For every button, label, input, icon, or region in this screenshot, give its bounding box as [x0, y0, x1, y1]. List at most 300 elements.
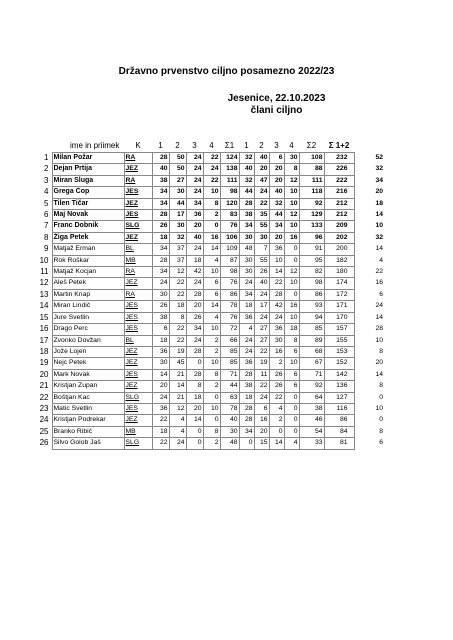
round1-cell: 2	[203, 381, 220, 392]
table-row	[38, 164, 384, 175]
name-cell: Matjaž Kocjan	[52, 267, 124, 278]
round1-cell: 38	[152, 312, 169, 323]
round2-cell: 6	[284, 381, 299, 392]
name-cell: Matjaž Erman	[52, 244, 124, 255]
sum1-cell: 85	[220, 358, 239, 369]
name-cell: Martin Knap	[52, 289, 124, 300]
round1-cell: 24	[186, 335, 203, 346]
extra-cell: 34	[375, 176, 383, 184]
sum2-cell: 118	[299, 187, 324, 198]
round2-cell: 16	[284, 301, 299, 312]
col-sum1: Σ1	[224, 141, 235, 150]
total-cell: 116	[324, 403, 354, 414]
table-row	[38, 369, 384, 380]
table-row	[38, 381, 384, 392]
club-cell: JEZ	[124, 381, 152, 392]
col-a4: 4	[209, 141, 214, 150]
sum2-cell: 89	[299, 335, 324, 346]
round1-cell: 37	[169, 244, 186, 255]
round1-cell: 24	[186, 164, 203, 175]
total-cell: 226	[324, 164, 354, 175]
sum1-cell: 30	[220, 426, 239, 437]
extra-cell: 10	[375, 404, 383, 412]
round1-cell: 45	[169, 358, 186, 369]
round2-cell: 40	[254, 153, 269, 164]
table-row	[38, 153, 384, 164]
table-row	[38, 221, 384, 232]
sum2-cell: 85	[299, 324, 324, 335]
round2-cell: 17	[254, 301, 269, 312]
round1-cell: 0	[203, 221, 220, 232]
round2-cell: 34	[269, 221, 284, 232]
name-cell: Mark Novak	[52, 369, 124, 380]
round2-cell: 24	[239, 346, 254, 357]
rank-cell: 5	[44, 198, 49, 208]
round1-cell: 50	[169, 153, 186, 164]
club-cell: MB	[124, 255, 152, 266]
sum1-cell: 98	[220, 267, 239, 278]
extra-cell: 8	[379, 427, 383, 435]
extra-cell: 10	[375, 222, 383, 230]
round1-cell: 18	[152, 232, 169, 243]
round2-cell: 40	[269, 187, 284, 198]
round1-cell: 10	[203, 267, 220, 278]
extra-cell: 18	[375, 199, 383, 207]
round2-cell: 6	[269, 153, 284, 164]
round1-cell: 34	[186, 324, 203, 335]
round1-cell: 24	[152, 278, 169, 289]
extra-cell: 52	[375, 154, 383, 161]
round1-cell: 34	[152, 187, 169, 198]
round1-cell: 2	[203, 346, 220, 357]
round1-cell: 12	[169, 267, 186, 278]
table-row	[38, 346, 384, 357]
total-cell: 222	[324, 175, 354, 186]
round2-cell: 36	[269, 324, 284, 335]
sum1-cell: 72	[220, 324, 239, 335]
round2-cell: 22	[269, 278, 284, 289]
name-cell: Zvonko Dovžan	[52, 335, 124, 346]
name-cell: Branko Ribič	[52, 426, 124, 437]
round2-cell: 0	[284, 289, 299, 300]
sum1-cell: 106	[220, 232, 239, 243]
table-row	[38, 335, 384, 346]
extra-cell: 14	[375, 245, 383, 253]
round1-cell: 6	[203, 289, 220, 300]
rank-cell: 21	[39, 381, 49, 391]
round2-cell: 0	[284, 255, 299, 266]
club-cell: BL	[124, 335, 152, 346]
sum1-cell: 87	[220, 255, 239, 266]
club-cell: SLG	[124, 221, 152, 232]
col-a1: 1	[158, 141, 163, 150]
round2-cell: 44	[239, 187, 254, 198]
total-cell: 81	[324, 438, 354, 449]
round1-cell: 16	[203, 232, 220, 243]
round2-cell: 14	[269, 438, 284, 449]
round1-cell: 24	[186, 175, 203, 186]
name-cell: Milan Požar	[52, 153, 124, 164]
rank-cell: 24	[39, 415, 49, 425]
rank-cell: 16	[39, 324, 49, 334]
round2-cell: 24	[254, 312, 269, 323]
round2-cell: 26	[269, 369, 284, 380]
rank-cell: 11	[40, 267, 49, 277]
round2-cell: 30	[284, 153, 299, 164]
sum2-cell: 92	[299, 381, 324, 392]
round2-cell: 20	[254, 164, 269, 175]
sum1-cell: 71	[220, 369, 239, 380]
round2-cell: 28	[239, 415, 254, 426]
sum2-cell: 98	[299, 278, 324, 289]
name-cell: Miran Sluga	[52, 175, 124, 186]
round2-cell: 38	[239, 210, 254, 221]
club-cell: JES	[124, 369, 152, 380]
round1-cell: 8	[186, 381, 203, 392]
round2-cell: 22	[254, 381, 269, 392]
club-cell: JES	[124, 187, 152, 198]
round2-cell: 14	[269, 267, 284, 278]
round2-cell: 2	[269, 415, 284, 426]
club-cell: JEZ	[124, 358, 152, 369]
sum2-cell: 129	[299, 210, 324, 221]
club-cell: JES	[124, 324, 152, 335]
round2-cell: 16	[284, 232, 299, 243]
total-cell: 200	[324, 244, 354, 255]
extra-cell: 0	[379, 393, 383, 401]
name-cell: Grega Čop	[52, 187, 124, 198]
round1-cell: 6	[203, 278, 220, 289]
total-cell: 157	[324, 324, 354, 335]
round1-cell: 19	[169, 346, 186, 357]
round2-cell: 34	[239, 221, 254, 232]
sum2-cell: 133	[299, 221, 324, 232]
round2-cell: 19	[254, 358, 269, 369]
sum2-cell: 92	[299, 198, 324, 209]
round2-cell: 55	[254, 221, 269, 232]
col-a3: 3	[192, 141, 197, 150]
sum2-cell: 64	[299, 392, 324, 403]
name-cell: Boštjan Kac	[52, 392, 124, 403]
round1-cell: 4	[169, 415, 186, 426]
round1-cell: 34	[152, 244, 169, 255]
round1-cell: 0	[203, 392, 220, 403]
round1-cell: 22	[203, 153, 220, 164]
round1-cell: 18	[186, 392, 203, 403]
round1-cell: 18	[152, 335, 169, 346]
round2-cell: 38	[239, 381, 254, 392]
round1-cell: 26	[186, 312, 203, 323]
round1-cell: 24	[169, 438, 186, 449]
round2-cell: 8	[284, 164, 299, 175]
sum2-cell: 68	[299, 346, 324, 357]
extra-cell: 6	[379, 290, 383, 298]
round2-cell: 27	[254, 324, 269, 335]
col-total: Σ 1+2	[328, 141, 350, 150]
round1-cell: 38	[152, 175, 169, 186]
round1-cell: 36	[152, 403, 169, 414]
round2-cell: 12	[284, 175, 299, 186]
rank-cell: 10	[39, 255, 49, 265]
round2-cell: 36	[239, 312, 254, 323]
round2-cell: 28	[239, 403, 254, 414]
table-row	[38, 426, 384, 437]
round2-cell: 10	[284, 358, 299, 369]
round2-cell: 22	[254, 198, 269, 209]
round1-cell: 2	[203, 335, 220, 346]
extra-cell: 16	[375, 279, 383, 287]
round2-cell: 24	[254, 289, 269, 300]
sum2-cell: 91	[299, 244, 324, 255]
table-row	[38, 210, 384, 221]
round1-cell: 26	[152, 221, 169, 232]
round1-cell: 30	[169, 187, 186, 198]
club-cell: JEZ	[124, 278, 152, 289]
name-cell: Nejc Petek	[52, 358, 124, 369]
extra-cell: 8	[379, 382, 383, 390]
round2-cell: 55	[254, 255, 269, 266]
round2-cell: 36	[239, 358, 254, 369]
round2-cell: 0	[284, 403, 299, 414]
table-row	[38, 267, 384, 278]
club-cell: RA	[124, 175, 152, 186]
name-cell: Franc Dobnik	[52, 221, 124, 232]
col-b4: 4	[289, 141, 294, 150]
table-row	[38, 403, 384, 414]
round1-cell: 20	[186, 403, 203, 414]
sum1-cell: 111	[220, 175, 239, 186]
round2-cell: 10	[284, 187, 299, 198]
rank-cell: 17	[39, 335, 49, 345]
sum1-cell: 138	[220, 164, 239, 175]
round1-cell: 20	[186, 301, 203, 312]
round2-cell: 32	[239, 153, 254, 164]
rank-cell: 6	[44, 210, 49, 220]
round1-cell: 14	[152, 369, 169, 380]
total-cell: 152	[324, 358, 354, 369]
round1-cell: 36	[186, 210, 203, 221]
round1-cell: 12	[169, 403, 186, 414]
round2-cell: 34	[239, 426, 254, 437]
sum2-cell: 96	[299, 232, 324, 243]
round2-cell: 27	[254, 335, 269, 346]
header-row	[38, 140, 384, 153]
round1-cell: 30	[152, 358, 169, 369]
extra-cell: 32	[375, 233, 383, 241]
table-row	[38, 392, 384, 403]
club-cell: JES	[124, 210, 152, 221]
name-cell: Kristjan Zupan	[52, 381, 124, 392]
round1-cell: 8	[203, 369, 220, 380]
round1-cell: 37	[169, 255, 186, 266]
sum1-cell: 48	[220, 438, 239, 449]
round2-cell: 24	[239, 335, 254, 346]
name-cell: Miran Lindič	[52, 301, 124, 312]
round1-cell: 10	[203, 324, 220, 335]
extra-cell: 24	[375, 302, 383, 310]
round2-cell: 36	[269, 244, 284, 255]
round1-cell: 32	[169, 232, 186, 243]
club-cell: SLG	[124, 392, 152, 403]
extra-cell: 28	[375, 325, 383, 333]
results-table	[38, 140, 384, 450]
total-cell: 232	[324, 153, 354, 164]
club-cell: JEZ	[124, 198, 152, 209]
round2-cell: 48	[239, 244, 254, 255]
round2-cell: 0	[284, 244, 299, 255]
col-a2: 2	[175, 141, 180, 150]
table-row	[38, 198, 384, 209]
club-cell: JEZ	[124, 164, 152, 175]
sum2-cell: 71	[299, 369, 324, 380]
round1-cell: 28	[152, 255, 169, 266]
round2-cell: 40	[239, 164, 254, 175]
round1-cell: 50	[169, 164, 186, 175]
round2-cell: 20	[269, 232, 284, 243]
club-cell: JES	[124, 301, 152, 312]
club-cell: RA	[124, 289, 152, 300]
round1-cell: 28	[152, 153, 169, 164]
table-row	[38, 358, 384, 369]
total-cell: 212	[324, 198, 354, 209]
col-name: ime in priimek	[70, 141, 120, 150]
round2-cell: 16	[269, 346, 284, 357]
round1-cell: 20	[152, 381, 169, 392]
sum1-cell: 109	[220, 244, 239, 255]
round1-cell: 22	[169, 278, 186, 289]
round1-cell: 21	[169, 369, 186, 380]
round1-cell: 21	[169, 392, 186, 403]
extra-cell: 10	[375, 336, 383, 344]
rank-cell: 25	[39, 426, 49, 436]
rank-cell: 2	[44, 164, 49, 174]
round2-cell: 30	[239, 232, 254, 243]
round2-cell: 16	[254, 415, 269, 426]
round1-cell: 4	[169, 426, 186, 437]
total-cell: 172	[324, 289, 354, 300]
extra-cell: 14	[375, 211, 383, 219]
rank-cell: 4	[44, 187, 49, 197]
total-cell: 209	[324, 221, 354, 232]
extra-cell: 0	[379, 416, 383, 424]
sum2-cell: 82	[299, 267, 324, 278]
document-title: Državno prvenstvo ciljno posamezno 2022/23	[118, 66, 335, 77]
sum1-cell: 76	[220, 278, 239, 289]
round2-cell: 0	[284, 392, 299, 403]
round2-cell: 15	[254, 438, 269, 449]
round1-cell: 34	[152, 198, 169, 209]
sum2-cell: 95	[299, 255, 324, 266]
sum1-cell: 78	[220, 403, 239, 414]
round2-cell: 4	[284, 438, 299, 449]
extra-cell: 20	[375, 188, 383, 196]
round1-cell: 28	[186, 346, 203, 357]
round1-cell: 17	[169, 210, 186, 221]
round1-cell: 14	[203, 244, 220, 255]
round1-cell: 4	[203, 255, 220, 266]
total-cell: 212	[324, 210, 354, 221]
club-cell: RA	[124, 267, 152, 278]
round1-cell: 0	[186, 438, 203, 449]
sum2-cell: 111	[299, 175, 324, 186]
round1-cell: 14	[169, 381, 186, 392]
rank-cell: 20	[39, 369, 49, 379]
round2-cell: 6	[284, 346, 299, 357]
round1-cell: 10	[203, 358, 220, 369]
round1-cell: 0	[186, 426, 203, 437]
round1-cell: 22	[152, 438, 169, 449]
round2-cell: 24	[254, 392, 269, 403]
sum2-cell: 108	[299, 153, 324, 164]
sum2-cell: 93	[299, 301, 324, 312]
rank-cell: 26	[39, 438, 49, 448]
round1-cell: 22	[152, 415, 169, 426]
round1-cell: 8	[203, 426, 220, 437]
total-cell: 171	[324, 301, 354, 312]
round1-cell: 0	[186, 358, 203, 369]
extra-cell: 6	[379, 439, 383, 447]
name-cell: Žiga Petek	[52, 232, 124, 243]
round1-cell: 4	[203, 312, 220, 323]
total-cell: 216	[324, 187, 354, 198]
round1-cell: 22	[169, 289, 186, 300]
rank-cell: 8	[44, 232, 49, 242]
sum1-cell: 86	[220, 289, 239, 300]
round1-cell: 20	[186, 221, 203, 232]
sum2-cell: 33	[299, 438, 324, 449]
round2-cell: 18	[239, 301, 254, 312]
rank-cell: 19	[39, 358, 49, 368]
round2-cell: 10	[284, 198, 299, 209]
name-cell: Kristjan Podrekar	[52, 415, 124, 426]
name-cell: Drago Perc	[52, 324, 124, 335]
round2-cell: 30	[254, 232, 269, 243]
round1-cell: 22	[203, 175, 220, 186]
rank-cell: 22	[39, 392, 49, 402]
total-cell: 174	[324, 278, 354, 289]
total-cell: 142	[324, 369, 354, 380]
round1-cell: 14	[186, 415, 203, 426]
table-row	[38, 301, 384, 312]
club-cell: BL	[124, 244, 152, 255]
round1-cell: 40	[152, 164, 169, 175]
rank-cell: 14	[39, 301, 49, 311]
place-date: Jesenice, 22.10.2023	[227, 93, 326, 104]
table-row	[38, 187, 384, 198]
sum1-cell: 98	[220, 187, 239, 198]
name-cell: Jure Svetlin	[52, 312, 124, 323]
round2-cell: 10	[269, 255, 284, 266]
table-row	[38, 278, 384, 289]
sum2-cell: 86	[299, 289, 324, 300]
extra-cell: 20	[375, 359, 383, 367]
table-row	[38, 438, 384, 449]
extra-cell: 14	[375, 370, 383, 378]
table-row	[38, 232, 384, 243]
round1-cell: 40	[186, 232, 203, 243]
total-cell: 155	[324, 335, 354, 346]
round2-cell: 30	[269, 335, 284, 346]
round2-cell: 47	[254, 175, 269, 186]
round1-cell: 24	[186, 278, 203, 289]
round2-cell: 44	[269, 210, 284, 221]
total-cell: 170	[324, 312, 354, 323]
round2-cell: 24	[254, 187, 269, 198]
round2-cell: 11	[254, 369, 269, 380]
round1-cell: 2	[203, 438, 220, 449]
round1-cell: 30	[152, 289, 169, 300]
round1-cell: 22	[169, 335, 186, 346]
